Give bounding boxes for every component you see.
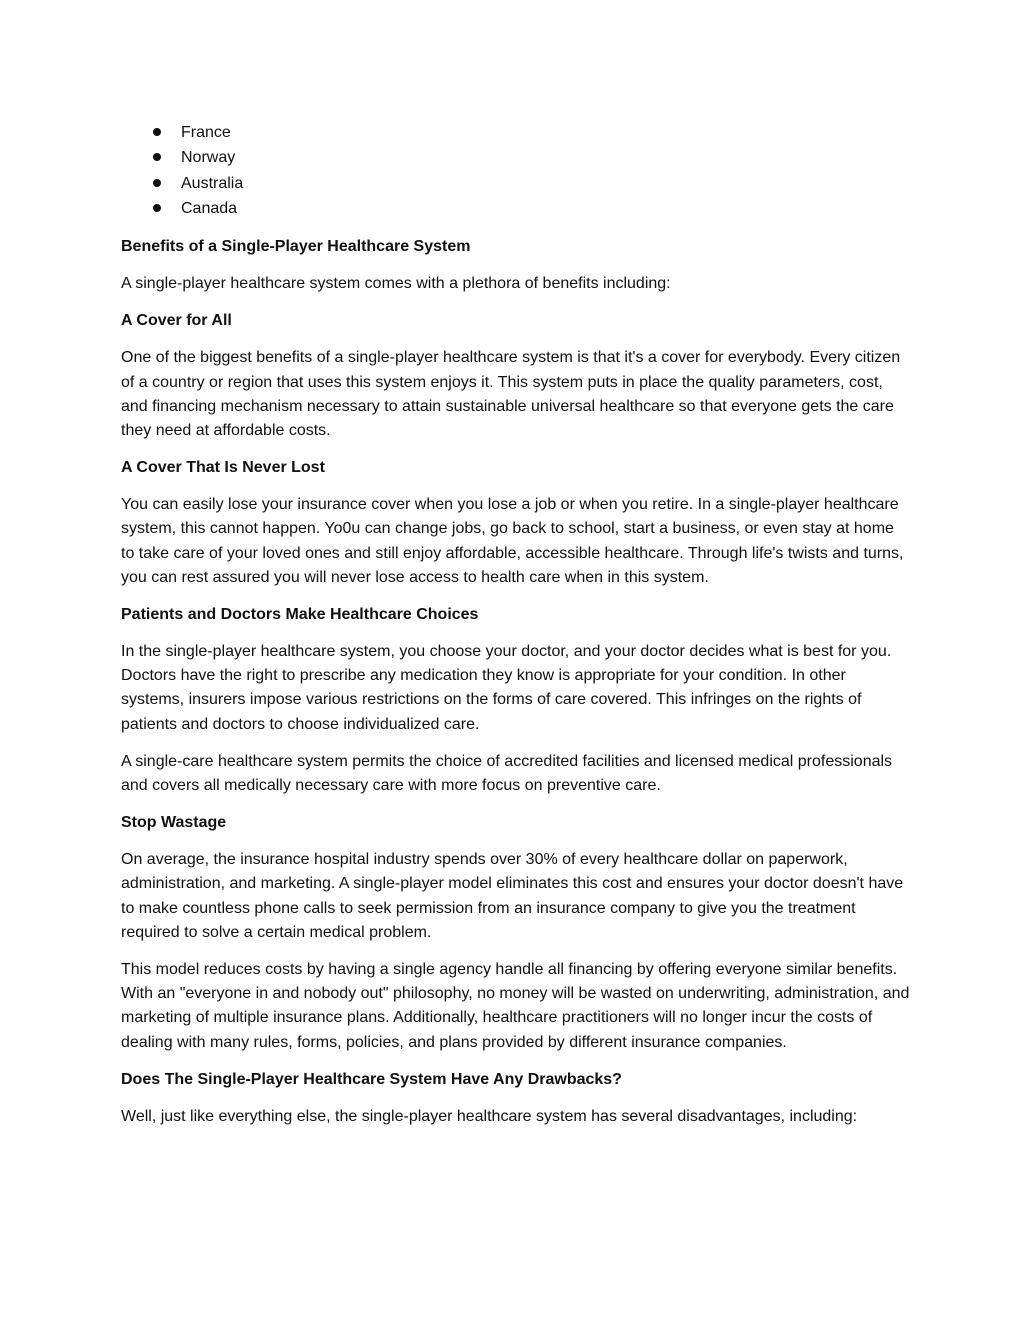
bullet-icon: [153, 128, 161, 136]
list-item-label: Norway: [181, 149, 236, 167]
list-item: [121, 120, 911, 145]
list-item: [121, 145, 911, 170]
section-paragraph: One of the biggest benefits of a single-player healthcare system is that it's a cover for everybody. Every citizen of a country or region that uses this system enjoys it. This system puts in place the quality parameters, cost, and financing mechanism necessary to attain sustainable universal healthcare so that everyone gets the care they need at affordable costs.: [121, 349, 901, 439]
bullet-icon: [153, 179, 161, 187]
section-paragraph: You can easily lose your insurance cover when you lose a job or when you retire. In a single-player healthcare system, this cannot happen. Yo0u can change jobs, go back to school, start a business, or even stay at home to take care of your loved ones and still enjoy affordable, accessible healthcare. Through life's twists and turns, you can rest assured you will never lose access to health care when in this system.: [121, 496, 904, 586]
section-paragraph: Well, just like everything else, the single-player healthcare system has several disadvantages, including:: [121, 1107, 858, 1125]
section-paragraph: A single-player healthcare system comes with a plethora of benefits including:: [121, 275, 671, 293]
list-item-label: Australia: [181, 174, 244, 192]
section-heading-choices: Patients and Doctors Make Healthcare Choices: [121, 606, 479, 624]
list-item-label: France: [181, 124, 231, 141]
bullet-icon: [153, 153, 161, 161]
section-heading-drawbacks: Does The Single-Player Healthcare System Have Any Drawbacks?: [121, 1070, 622, 1088]
list-item: [121, 171, 911, 196]
document-page: [121, 120, 911, 1142]
section-heading-cover-for-all: A Cover for All: [121, 312, 232, 330]
list-item-label: Canada: [181, 199, 238, 217]
section-paragraph: This model reduces costs by having a single agency handle all financing by offering everyone similar benefits. With an "everyone in and nobody out" philosophy, no money will be wasted on underwriting, administration, and marketing of multiple insurance plans. Additionally, healthcare practitioners will no longer incur the costs of dealing with many rules, forms, policies, and plans provided by different insurance companies.: [121, 961, 910, 1051]
section-paragraph: A single-care healthcare system permits the choice of accredited facilities and licensed medical professionals and covers all medically necessary care with more focus on preventive care.: [121, 752, 893, 795]
section-heading-stop-wastage: Stop Wastage: [121, 814, 227, 832]
list-item: [121, 196, 911, 221]
section-heading-never-lost: A Cover That Is Never Lost: [121, 459, 325, 477]
section-paragraph: On average, the insurance hospital industry spends over 30% of every healthcare dollar on paperwork, administration, and marketing. A single-player model eliminates this cost and ensures your doctor doesn't have to make countless phone calls to seek permission from an insurance company to give you the treatment required to solve a certain medical problem.: [121, 851, 904, 941]
country-list: [121, 120, 911, 221]
section-paragraph: In the single-player healthcare system, you choose your doctor, and your doctor decides what is best for you. Doctors have the right to prescribe any medication they know is appropriate for your condition. In other systems, insurers impose various restrictions on the forms of care covered. This infringes on the rights of patients and doctors to choose individualized care.: [121, 643, 892, 733]
bullet-icon: [153, 204, 161, 212]
section-heading-benefits: Benefits of a Single-Player Healthcare System: [121, 238, 471, 256]
